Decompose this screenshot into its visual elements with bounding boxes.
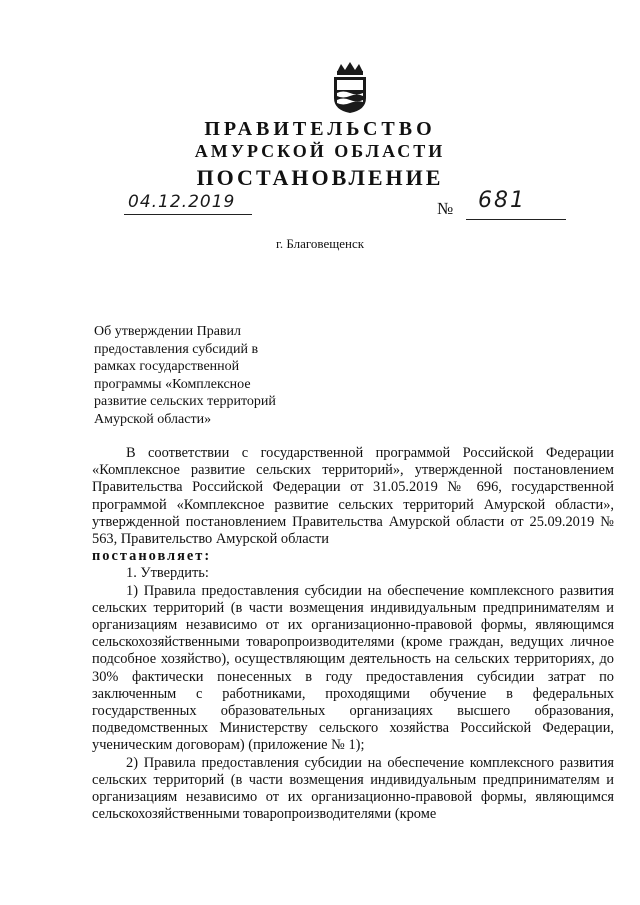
document-type-title: ПОСТАНОВЛЕНИЕ — [196, 165, 444, 190]
number-underline — [466, 219, 566, 220]
decree-word: постановляет: — [92, 548, 212, 565]
subject-line: предоставления субсидий в — [94, 341, 259, 357]
document-number: 681 — [478, 188, 526, 213]
document-body — [92, 445, 614, 823]
item-1-2-paragraph: 2) Правила предоставления субсидии на обеспечение комплексного развития сельских территорий (в части возмещения индивидуальным предпринимателям и организациям независимо от их организационно-правовой формы, являющимся сельскохозяйственными товаропроизводителями (кроме — [92, 754, 614, 823]
document-date: 04.12.2019 — [128, 192, 236, 212]
date-underline — [124, 214, 252, 215]
coat-of-arms-icon — [329, 60, 371, 114]
subject-line: Об утверждении Правил — [94, 324, 241, 339]
preamble-paragraph: В соответствии с государственной программой Российской Федерации «Комплексное развитие сельских территорий», утвержденной постановлением Правительства Российской Федерации от 31.05.2019 № 696, государственной программой «Комплексное развитие сельских территорий Амурской области», утвержденной постановлением Правительства Амурской области от 25.09.2019 № 563, Правительство Амурской области — [92, 445, 614, 548]
subject-line: рамках государственной — [94, 359, 240, 374]
item-1-1-paragraph: 1) Правила предоставления субсидии на обеспечение комплексного развития сельских территорий (в части возмещения индивидуальным предпринимателям и организациям независимо от их организационно-правовой формы, являющимся сельскохозяйственными товаропроизводителями (кроме граждан, ведущих личное подсобное хозяйство), осуществляющим деятельность на сельских территориях, до 30% фактически понесенных в году предоставления субсидии затрат по заключенным с работниками, проходящими обучение в федеральных государственных образовательных организациях высшего образования, подведомственных Министерству сельского хозяйства Российской Федерации, ученическим договорам) (приложение № 1); — [92, 582, 614, 754]
item-1-heading: 1. Утвердить: — [126, 565, 209, 582]
subject-line: развитие сельских территорий — [94, 394, 276, 409]
subject-line: Амурской области» — [94, 411, 212, 427]
subject-line: программы «Комплексное — [94, 376, 251, 392]
city-name: г. Благовещенск — [275, 236, 365, 251]
government-title: ПРАВИТЕЛЬСТВО — [204, 118, 436, 140]
number-label: № — [437, 199, 454, 218]
subject-block — [94, 323, 354, 428]
region-title: АМУРСКОЙ ОБЛАСТИ — [194, 141, 446, 161]
